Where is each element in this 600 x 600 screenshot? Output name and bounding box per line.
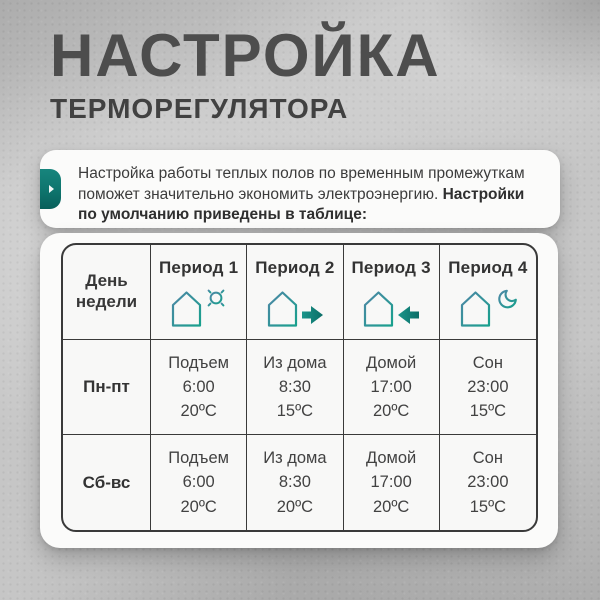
schedule-cell: Из дома 8:30 15ºC: [247, 340, 343, 435]
schedule-cell: Из дома 8:30 20ºC: [247, 435, 343, 530]
house-arrow-right-icon: [262, 283, 328, 333]
period-1-header-cell: Период 1: [151, 245, 247, 340]
page-subtitle: ТЕРМОРЕГУЛЯТОРА: [50, 93, 349, 124]
schedule-table: [61, 243, 538, 532]
house-arrow-left-icon: [358, 283, 424, 333]
note-card: [40, 150, 560, 228]
table-row-day-label: Сб-вс: [63, 435, 151, 530]
schedule-cell: Подъем 6:00 20ºC: [151, 435, 247, 530]
note-text-regular: Настройка работы теплых полов по временным промежуткам поможет значительно экономить электроэнергию.: [78, 165, 525, 203]
schedule-cell: Подъем 6:00 20ºC: [151, 340, 247, 435]
schedule-table-card: [40, 233, 558, 548]
chevron-right-icon: [49, 185, 54, 193]
schedule-cell: Домой 17:00 20ºC: [344, 435, 440, 530]
note-accent-tab: [40, 169, 61, 209]
day-of-week-header: День недели: [75, 271, 138, 311]
house-moon-icon: [455, 283, 521, 333]
note-text-bold: Настройки по умолчанию приведены в таблице:: [78, 185, 525, 224]
schedule-cell: Сон 23:00 15ºC: [467, 448, 509, 516]
period-3-header-cell: Период 3: [344, 245, 440, 340]
note-text: [40, 150, 560, 226]
house-sun-icon: [166, 283, 232, 333]
page-title: НАСТРОЙКА: [50, 22, 441, 89]
period-4-header-cell: Период 4: [440, 245, 536, 340]
table-row-day-label: Пн-пт: [63, 340, 151, 435]
day-of-week-header-cell: [63, 245, 151, 340]
page-header: [50, 22, 441, 125]
schedule-cell: Сон 23:00 15ºC: [440, 340, 536, 435]
schedule-cell: Домой 17:00 20ºC: [344, 340, 440, 435]
period-2-header-cell: Период 2: [247, 245, 343, 340]
